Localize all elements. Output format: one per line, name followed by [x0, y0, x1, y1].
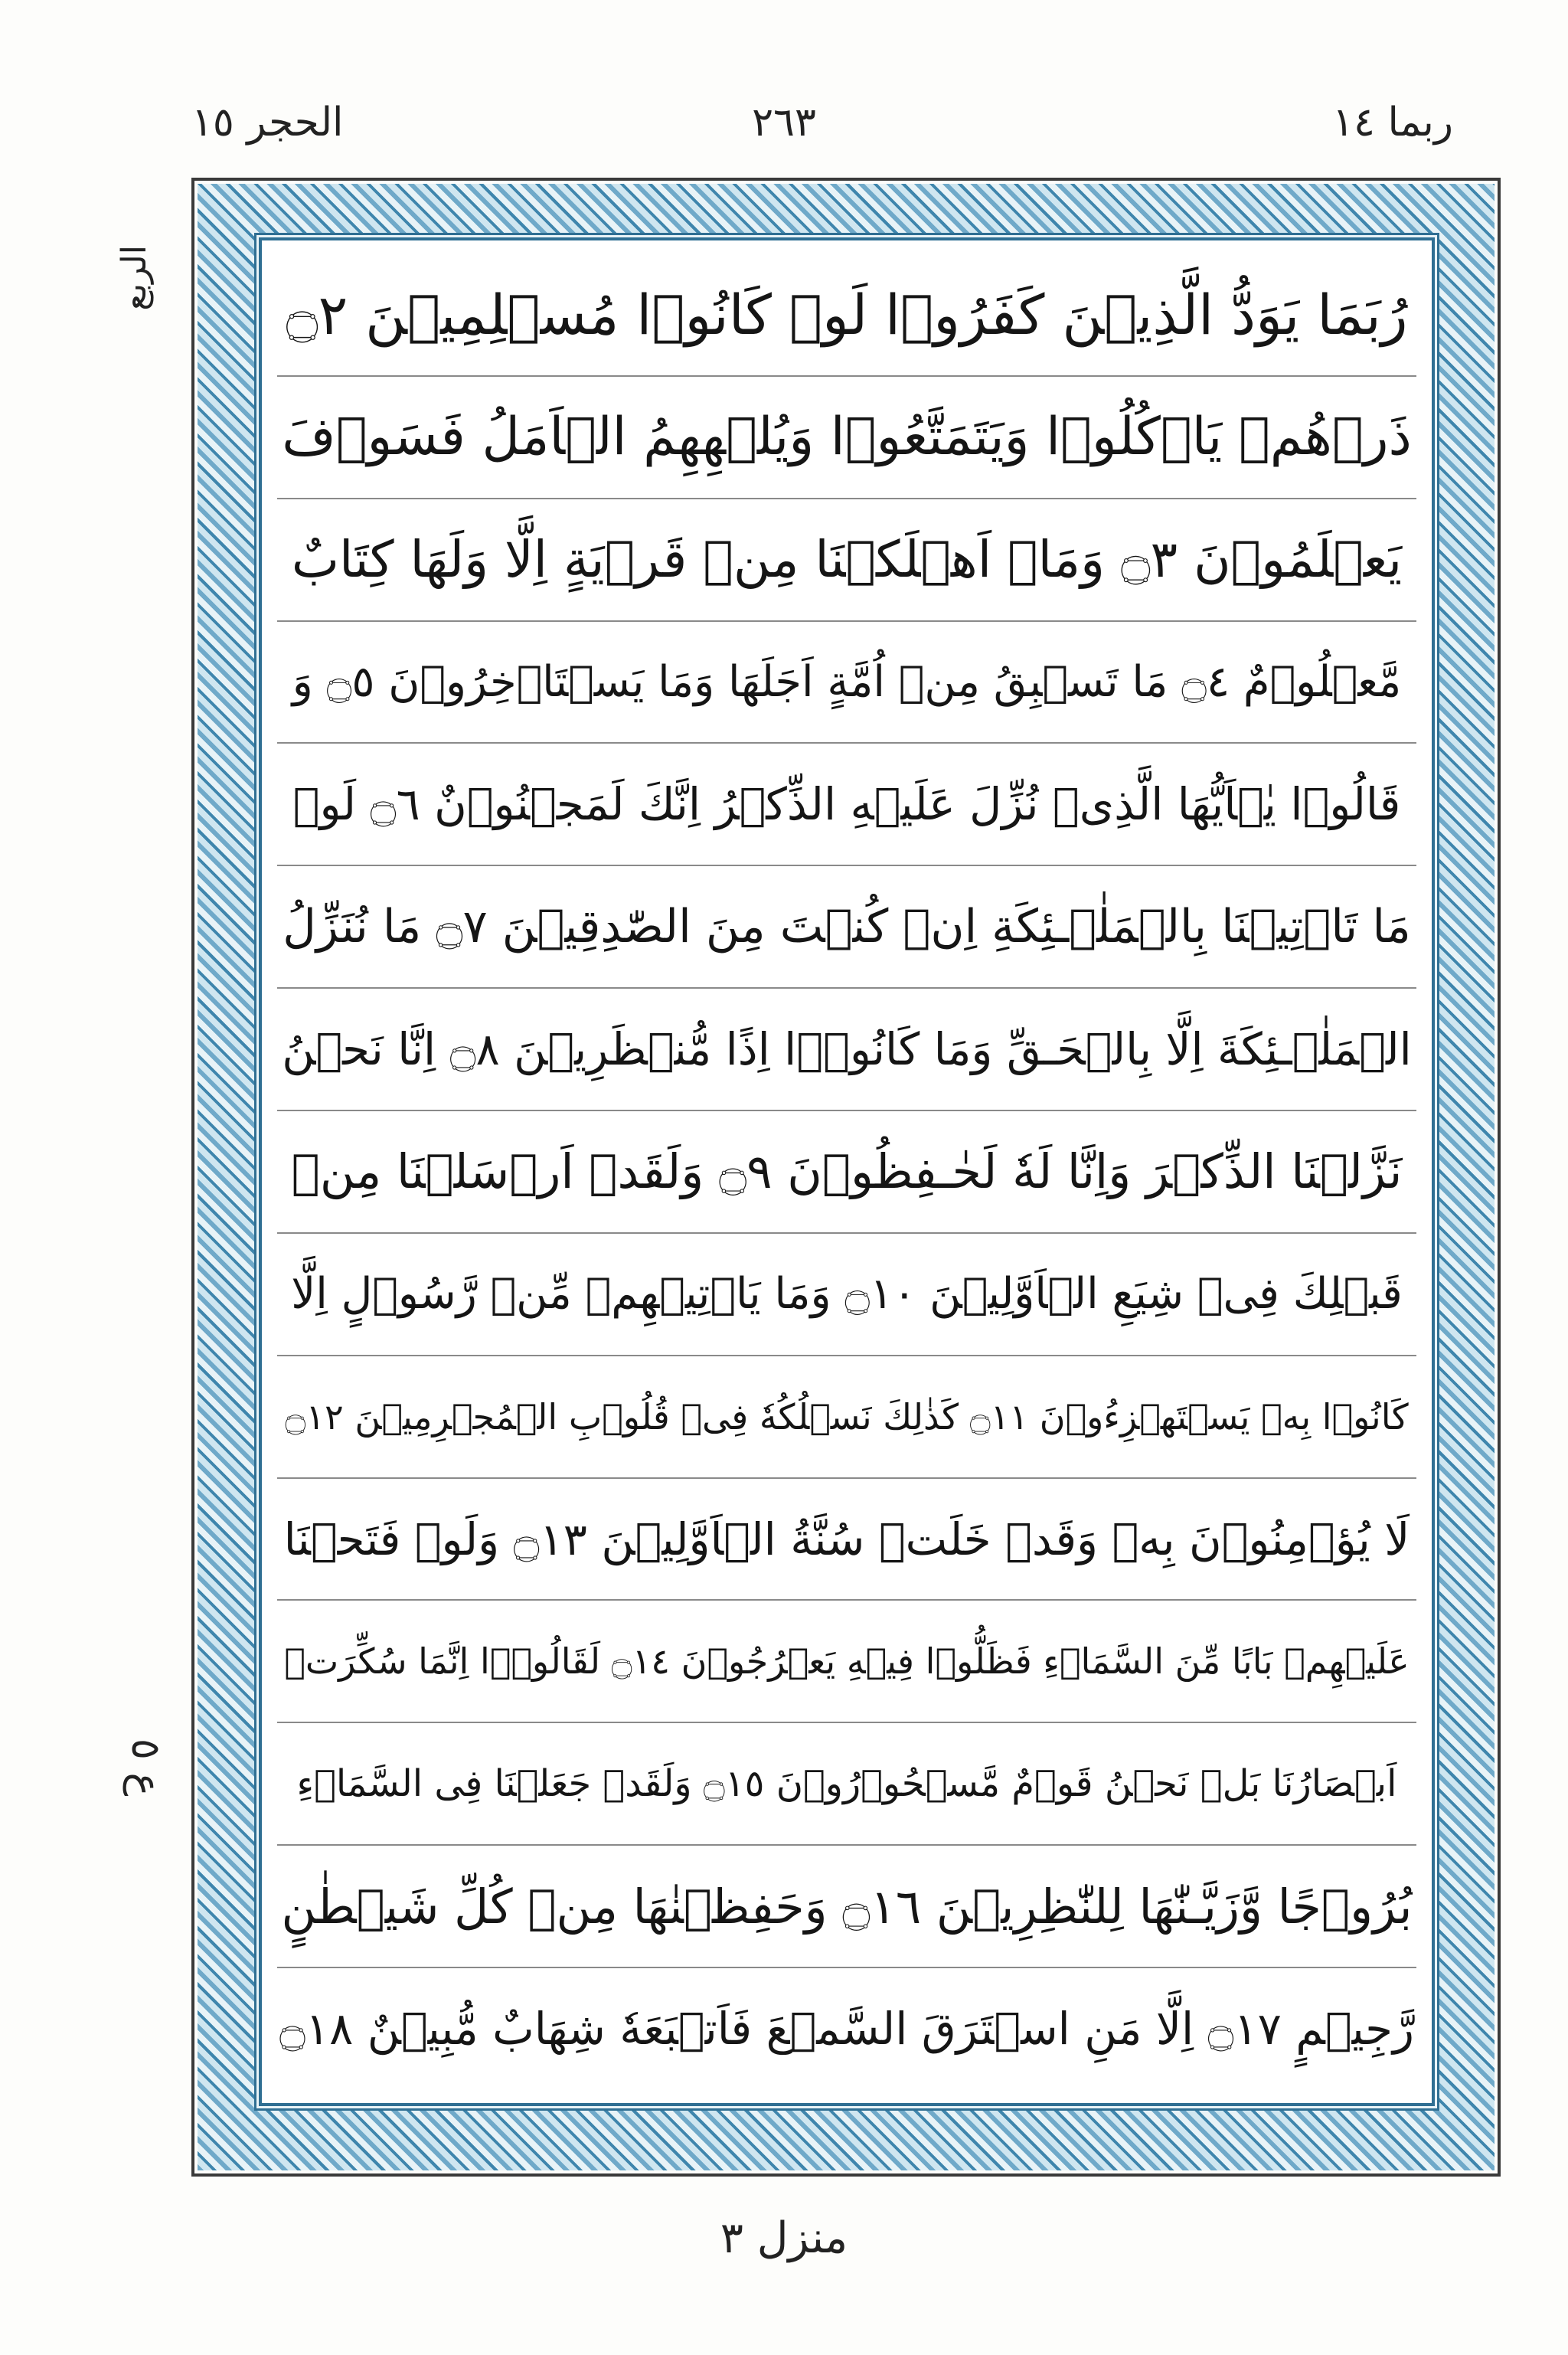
text-line: مَّعۡلُوۡمٌ ۝٤ مَا تَسۡبِقُ مِنۡ اُمَّةٍ اَجَلَهَا وَمَا يَسۡتَاۡخِرُوۡنَ ۝٥ وَ — [277, 622, 1416, 744]
text-line: لَا يُؤۡمِنُوۡنَ بِهٖ وَقَدۡ خَلَتۡ سُنَّةُ الۡاَوَّلِيۡنَ ۝١٣ وَلَوۡ فَتَحۡنَا — [277, 1479, 1416, 1601]
text-line: رُبَمَا يَوَدُّ الَّذِيۡنَ كَفَرُوۡا لَوۡ كَانُوۡا مُسۡلِمِيۡنَ ۝٢ — [277, 254, 1416, 377]
text-line: عَلَيۡهِمۡ بَابًا مِّنَ السَّمَاۤءِ فَظَلُّوۡا فِيۡهِ يَعۡرُجُوۡنَ ۝١٤ لَقَالُوۡۤا اِنَّمَا سُكِّرَتۡ — [277, 1601, 1416, 1723]
text-line: ذَرۡهُمۡ يَاۡكُلُوۡا وَيَتَمَتَّعُوۡا وَيُلۡهِهِمُ الۡاَمَلُ فَسَوۡفَ — [277, 377, 1416, 499]
text-line: كَانُوۡا بِهٖ يَسۡتَهۡزِءُوۡنَ ۝١١ كَذٰلِكَ نَسۡلُكُهٗ فِىۡ قُلُوۡبِ الۡمُجۡرِمِيۡنَ ۝١٢ — [277, 1356, 1416, 1479]
text-line: رَّجِيۡمٍ ۝١٧ اِلَّا مَنِ اسۡتَرَقَ السَّمۡعَ فَاَتۡبَعَهٗ شِهَابٌ مُّبِيۡنٌ ۝١٨ — [279, 2002, 1415, 2055]
margin-ruku-marker: ع ٥ — [122, 1738, 168, 1797]
header-surah-label: الحجر ١٥ — [191, 100, 344, 146]
text-line: مَا تَاۡتِيۡنَا بِالۡمَلٰۤـئِكَةِ اِنۡ كُنۡتَ مِنَ الصّٰدِقِيۡنَ ۝٧ مَا نُنَزِّلُ — [277, 866, 1416, 989]
text-line: قَبۡلِكَ فِىۡ شِيَعِ الۡاَوَّلِيۡنَ ۝١٠ وَمَا يَاۡتِيۡهِمۡ مِّنۡ رَّسُوۡلٍ اِلَّا — [277, 1234, 1416, 1356]
margin-rub-marker: الربع — [115, 245, 154, 311]
verse-lines — [277, 254, 1416, 2089]
text-line: اَبۡصَارُنَا بَلۡ نَحۡنُ قَوۡمٌ مَّسۡحُوۡرُوۡنَ ۝١٥ وَلَقَدۡ جَعَلۡنَا فِى السَّمَاۤءِ — [277, 1723, 1416, 1846]
manzil-footer: منزل ٣ — [720, 2213, 848, 2263]
text-line: الۡمَلٰۤـئِكَةَ اِلَّا بِالۡحَـقِّ وَمَا كَانُوۡۤا اِذًا مُّنۡظَرِيۡنَ ۝٨ اِنَّا نَحۡنُ — [277, 989, 1416, 1111]
header-juz-label: ربما ١٤ — [1332, 100, 1453, 146]
text-line: قَالُوۡا يٰۤاَيُّهَا الَّذِىۡ نُزِّلَ عَلَيۡهِ الذِّكۡرُ اِنَّكَ لَمَجۡنُوۡنٌ ۝٦ لَوۡ — [277, 744, 1416, 866]
text-line: بُرُوۡجًا وَّزَيَّـنّٰهَا لِلنّٰظِرِيۡنَ ۝١٦ وَحَفِظۡنٰهَا مِنۡ كُلِّ شَيۡطٰنٍ — [277, 1846, 1416, 1968]
text-line: نَزَّلۡنَا الذِّكۡرَ وَاِنَّا لَهٗ لَحٰـفِظُوۡنَ ۝٩ وَلَقَدۡ اَرۡسَلۡنَا مِنۡ — [277, 1111, 1416, 1234]
text-panel — [259, 237, 1435, 2106]
page-number: ٢٦٣ — [752, 100, 816, 146]
text-line: يَعۡلَمُوۡنَ ۝٣ وَمَاۤ اَهۡلَكۡنَا مِنۡ قَرۡيَةٍ اِلَّا وَلَهَا كِتَابٌ — [277, 499, 1416, 622]
